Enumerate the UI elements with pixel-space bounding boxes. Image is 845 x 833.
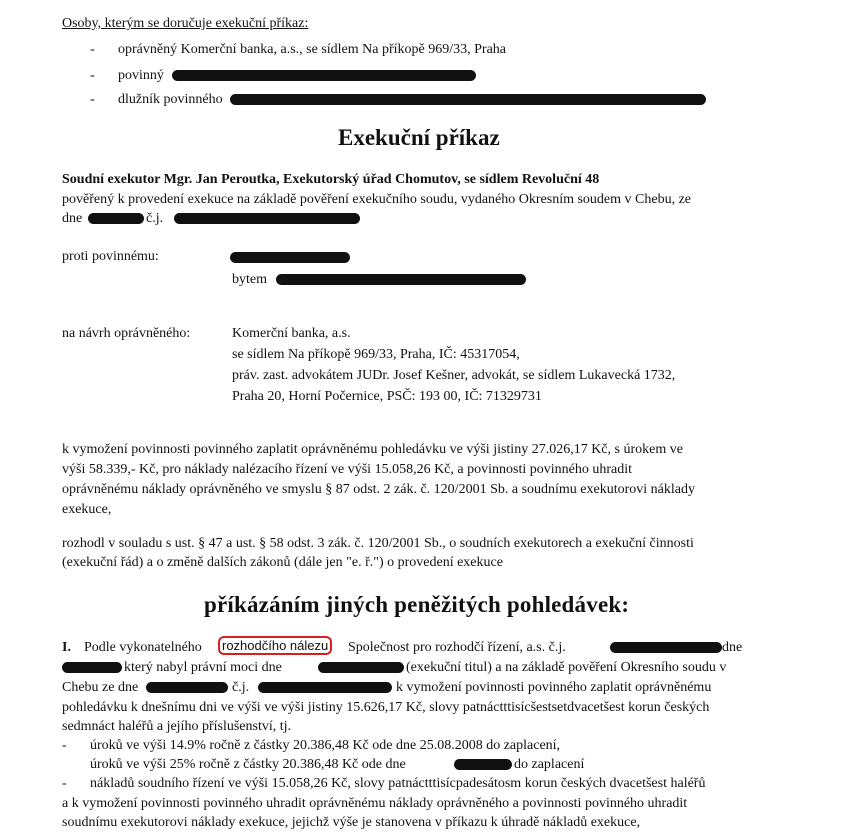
section-text: a k vymožení povinnosti povinného uhradit oprávněnému náklady oprávněného a povinnosti povinného uhradit <box>62 796 688 811</box>
enforcement-line: oprávněnému náklady oprávněného ve smyslu § 87 odst. 2 zák. č. 120/2001 Sb. a soudnímu exekutorovi náklady <box>62 482 695 497</box>
authorization-date-label: dne <box>62 211 83 226</box>
document-title: Exekuční příkaz <box>338 125 500 150</box>
proposal-label: na návrh oprávněného: <box>62 326 191 341</box>
creditor-name: Komerční banka, a.s. <box>232 326 351 341</box>
section-number: I. <box>62 640 71 655</box>
executor-line: Soudní exekutor Mgr. Jan Peroutka, Exekutorský úřad Chomutov, se sídlem Revoluční 48 <box>62 172 600 187</box>
recipient-dash: - <box>90 42 95 57</box>
redaction-bar <box>454 759 512 770</box>
section-text: který nabyl právní moci dne <box>124 660 282 675</box>
redaction-bar <box>174 213 360 224</box>
redaction-bar <box>318 662 404 673</box>
interest-line: úroků ve výši 25% ročně z částky 20.386,48 Kč ode dne <box>90 757 406 772</box>
redaction-bar <box>172 70 476 81</box>
court-costs-line: nákladů soudního řízení ve výši 15.058,26 Kč, slovy patnáctttisícpadesátosm korun českých dvacetšest haléřů <box>90 776 706 791</box>
decision-line: (exekuční řád) a o změně dalších zákonů (dále jen "e. ř.") o provedení exekuce <box>62 555 503 570</box>
section-text: pohledávku k dnešnímu dni ve výši ve výši jistiny 15.626,17 Kč, slovy patnáctttisícšestsetdvacetšest korun českých <box>62 700 710 715</box>
interest-line: úroků ve výši 14.9% ročně z částky 20.386,48 Kč ode dne 25.08.2008 do zaplacení, <box>90 738 561 753</box>
redaction-bar <box>62 662 122 673</box>
recipient-dash: - <box>90 92 95 107</box>
enforcement-line: k vymožení povinnosti povinného zaplatit oprávněnému pohledávku ve výši jistiny 27.026,17 Kč, s úrokem ve <box>62 442 683 457</box>
bullet-dash: - <box>62 738 67 753</box>
section-text: k vymožení povinnosti povinného zaplatit oprávněnému <box>396 680 712 695</box>
creditor-attorney: práv. zast. advokátem JUDr. Josef Kešner, advokát, se sídlem Lukavecká 1732, <box>232 368 676 383</box>
creditor-attorney-address: Praha 20, Horní Počernice, PSČ: 193 00, IČ: 71329731 <box>232 389 542 404</box>
interest-line-end: do zaplacení <box>514 757 585 772</box>
residing-label: bytem <box>232 272 267 287</box>
recipients-heading: Osoby, kterým se doručuje exekuční příkaz: <box>62 16 309 31</box>
enforcement-line: výši 58.339,- Kč, pro náklady nalézacího řízení ve výši 15.058,26 Kč, a povinnosti povinného uhradit <box>62 462 632 477</box>
against-debtor-label: proti povinnému: <box>62 249 159 264</box>
redaction-bar <box>88 213 144 224</box>
authorization-ref-label: č.j. <box>146 211 164 226</box>
redaction-bar <box>610 642 722 653</box>
creditor-address: se sídlem Na příkopě 969/33, Praha, IČ: 45317054, <box>232 347 520 362</box>
section-title: příkázáním jiných peněžitých pohledávek: <box>204 592 630 617</box>
circled-arbitration-award: rozhodčího nálezu <box>218 636 332 655</box>
section-text: Společnost pro rozhodčí řízení, a.s. č.j. <box>348 640 566 655</box>
section-text: č.j. <box>232 680 250 695</box>
section-text: soudnímu exekutorovi náklady exekuce, jejichž výše je stanovena v příkazu k úhradě nákladů exekuce, <box>62 815 641 830</box>
redaction-bar <box>258 682 392 693</box>
redaction-bar <box>230 94 706 105</box>
bullet-dash: - <box>62 776 67 791</box>
section-text: (exekuční titul) a na základě pověření Okresního soudu v <box>406 660 727 675</box>
section-text: sedmnáct haléřů a jejího příslušenství, tj. <box>62 719 292 734</box>
recipient-creditor: oprávněný Komerční banka, a.s., se sídlem Na příkopě 969/33, Praha <box>118 42 507 57</box>
redaction-bar <box>230 252 350 263</box>
redaction-bar <box>276 274 526 285</box>
authorization-line: pověřený k provedení exekuce na základě pověření exekučního soudu, vydaného Okresním soudem v Chebu, ze <box>62 192 692 207</box>
decision-line: rozhodl v souladu s ust. § 47 a ust. § 58 odst. 3 zák. č. 120/2001 Sb., o soudních exekutorech a exekuční činnosti <box>62 536 694 551</box>
redaction-bar <box>146 682 228 693</box>
recipient-dash: - <box>90 68 95 83</box>
section-text: dne <box>722 640 743 655</box>
section-text: Chebu ze dne <box>62 680 139 695</box>
section-text: Podle vykonatelného <box>84 640 202 655</box>
enforcement-line: exekuce, <box>62 502 112 517</box>
recipient-debtor-label: povinný <box>118 68 164 83</box>
recipient-third-debtor-label: dlužník povinného <box>118 92 223 107</box>
